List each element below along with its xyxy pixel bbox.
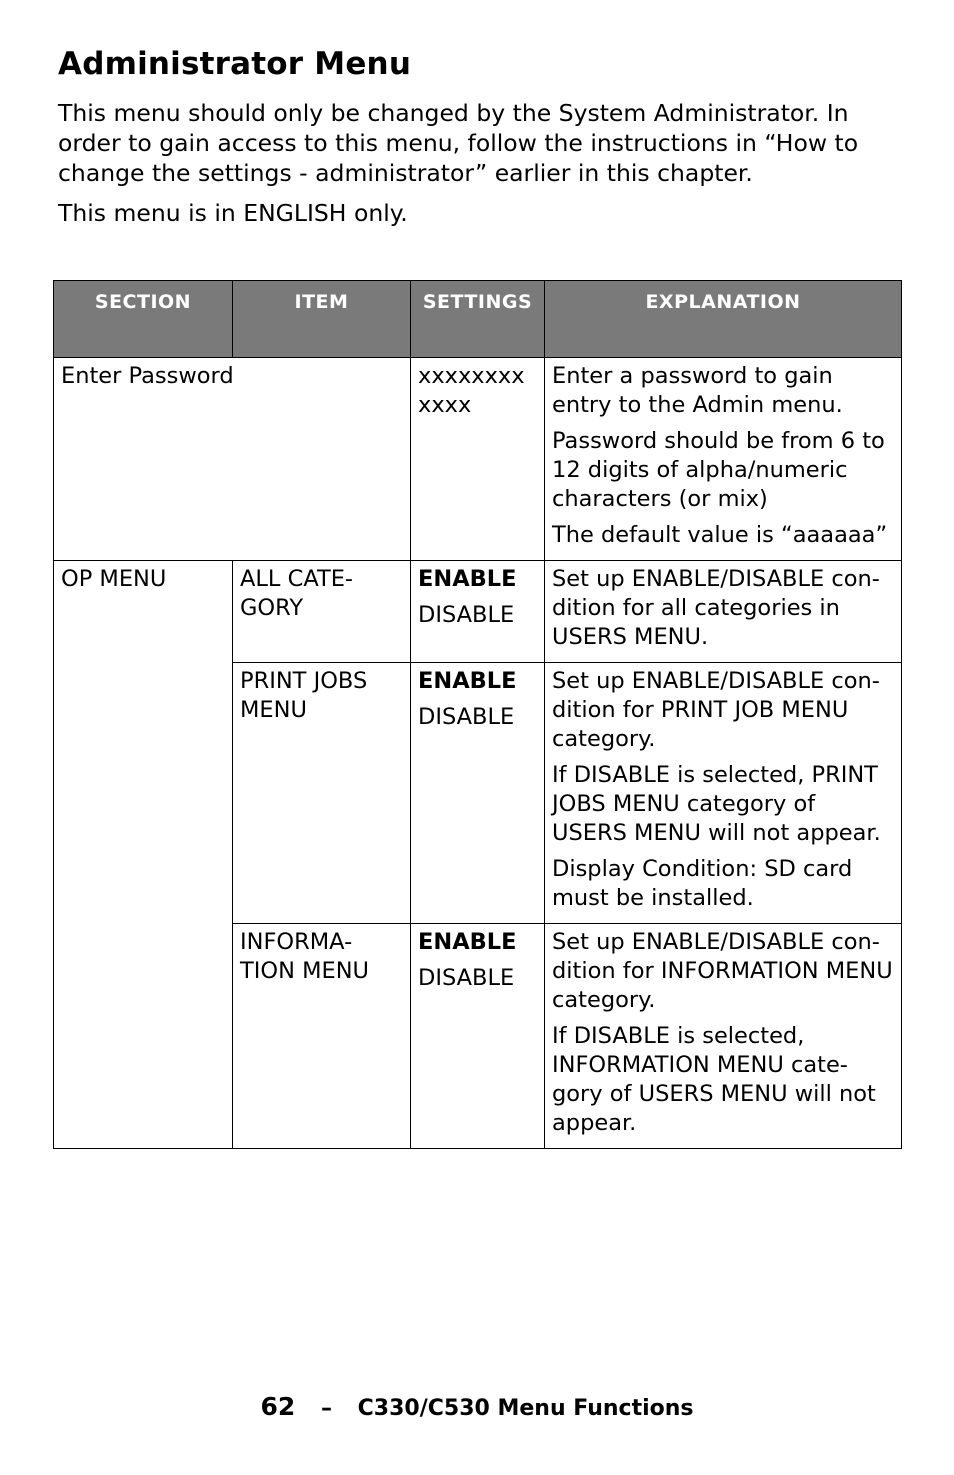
password-setting-cell	[411, 358, 545, 561]
settings-cell	[411, 663, 545, 924]
table-row	[54, 561, 902, 663]
section-cell: OP MENU	[54, 561, 233, 1149]
explanation-text: Set up ENABLE/DISABLE con-dition for PRINT JOB MENU category.	[552, 668, 880, 752]
header-settings: SETTINGS	[411, 281, 545, 358]
explanation-text: Display Condition: SD card must be installed.	[552, 856, 853, 911]
setting-default: ENABLE	[418, 668, 517, 694]
explanation-text: The default value is “aaaaaa”	[552, 522, 888, 548]
explanation-text: If DISABLE is selected, INFORMATION MENU cate-gory of USERS MENU will not appear.	[552, 1023, 876, 1136]
item-cell: ALL CATE-GORY	[233, 561, 411, 663]
explanation-text: Enter a password to gain entry to the Admin menu.	[552, 363, 843, 418]
page-title: Administrator Menu	[58, 46, 412, 82]
admin-menu-table	[53, 280, 902, 1149]
explanation-text: Set up ENABLE/DISABLE con-dition for INFORMATION MENU category.	[552, 929, 893, 1013]
language-note: This menu is in ENGLISH only.	[58, 199, 408, 227]
explanation-text: Password should be from 6 to 12 digits of alpha/numeric characters (or mix)	[552, 428, 885, 512]
explanation-text: Set up ENABLE/DISABLE con-dition for all categories in USERS MENU.	[552, 566, 880, 650]
enter-password-cell: Enter Password	[54, 358, 411, 561]
item-cell: INFORMA-TION MENU	[233, 924, 411, 1149]
explanation-text: If DISABLE is selected, PRINT JOBS MENU category of USERS MENU will not appear.	[552, 762, 881, 846]
header-section: SECTION	[54, 281, 233, 358]
explanation-cell	[545, 924, 902, 1149]
explanation-cell	[545, 358, 902, 561]
setting-default: ENABLE	[418, 929, 517, 955]
setting-option: DISABLE	[418, 704, 515, 730]
password-setting-value: xxxxxxxxxxxx	[418, 363, 525, 418]
header-explanation: EXPLANATION	[545, 281, 902, 358]
footer-separator: –	[320, 1396, 332, 1421]
settings-cell	[411, 561, 545, 663]
table-row	[54, 358, 902, 561]
page-number: 62	[260, 1392, 296, 1421]
footer-title: C330/C530 Menu Functions	[357, 1396, 694, 1421]
setting-default: ENABLE	[418, 566, 517, 592]
explanation-cell	[545, 561, 902, 663]
item-cell: PRINT JOBS MENU	[233, 663, 411, 924]
setting-option: DISABLE	[418, 602, 515, 628]
explanation-cell	[545, 663, 902, 924]
page-footer	[0, 1392, 954, 1424]
page-content	[58, 44, 901, 236]
settings-cell	[411, 924, 545, 1149]
header-item: ITEM	[233, 281, 411, 358]
intro-paragraph: This menu should only be changed by the System Administrator. In order to gain access to this menu, follow the instructions in “How to change the settings - administrator” earlier in this chapter.	[58, 99, 859, 187]
table-header-row	[54, 281, 902, 358]
setting-option: DISABLE	[418, 965, 515, 991]
